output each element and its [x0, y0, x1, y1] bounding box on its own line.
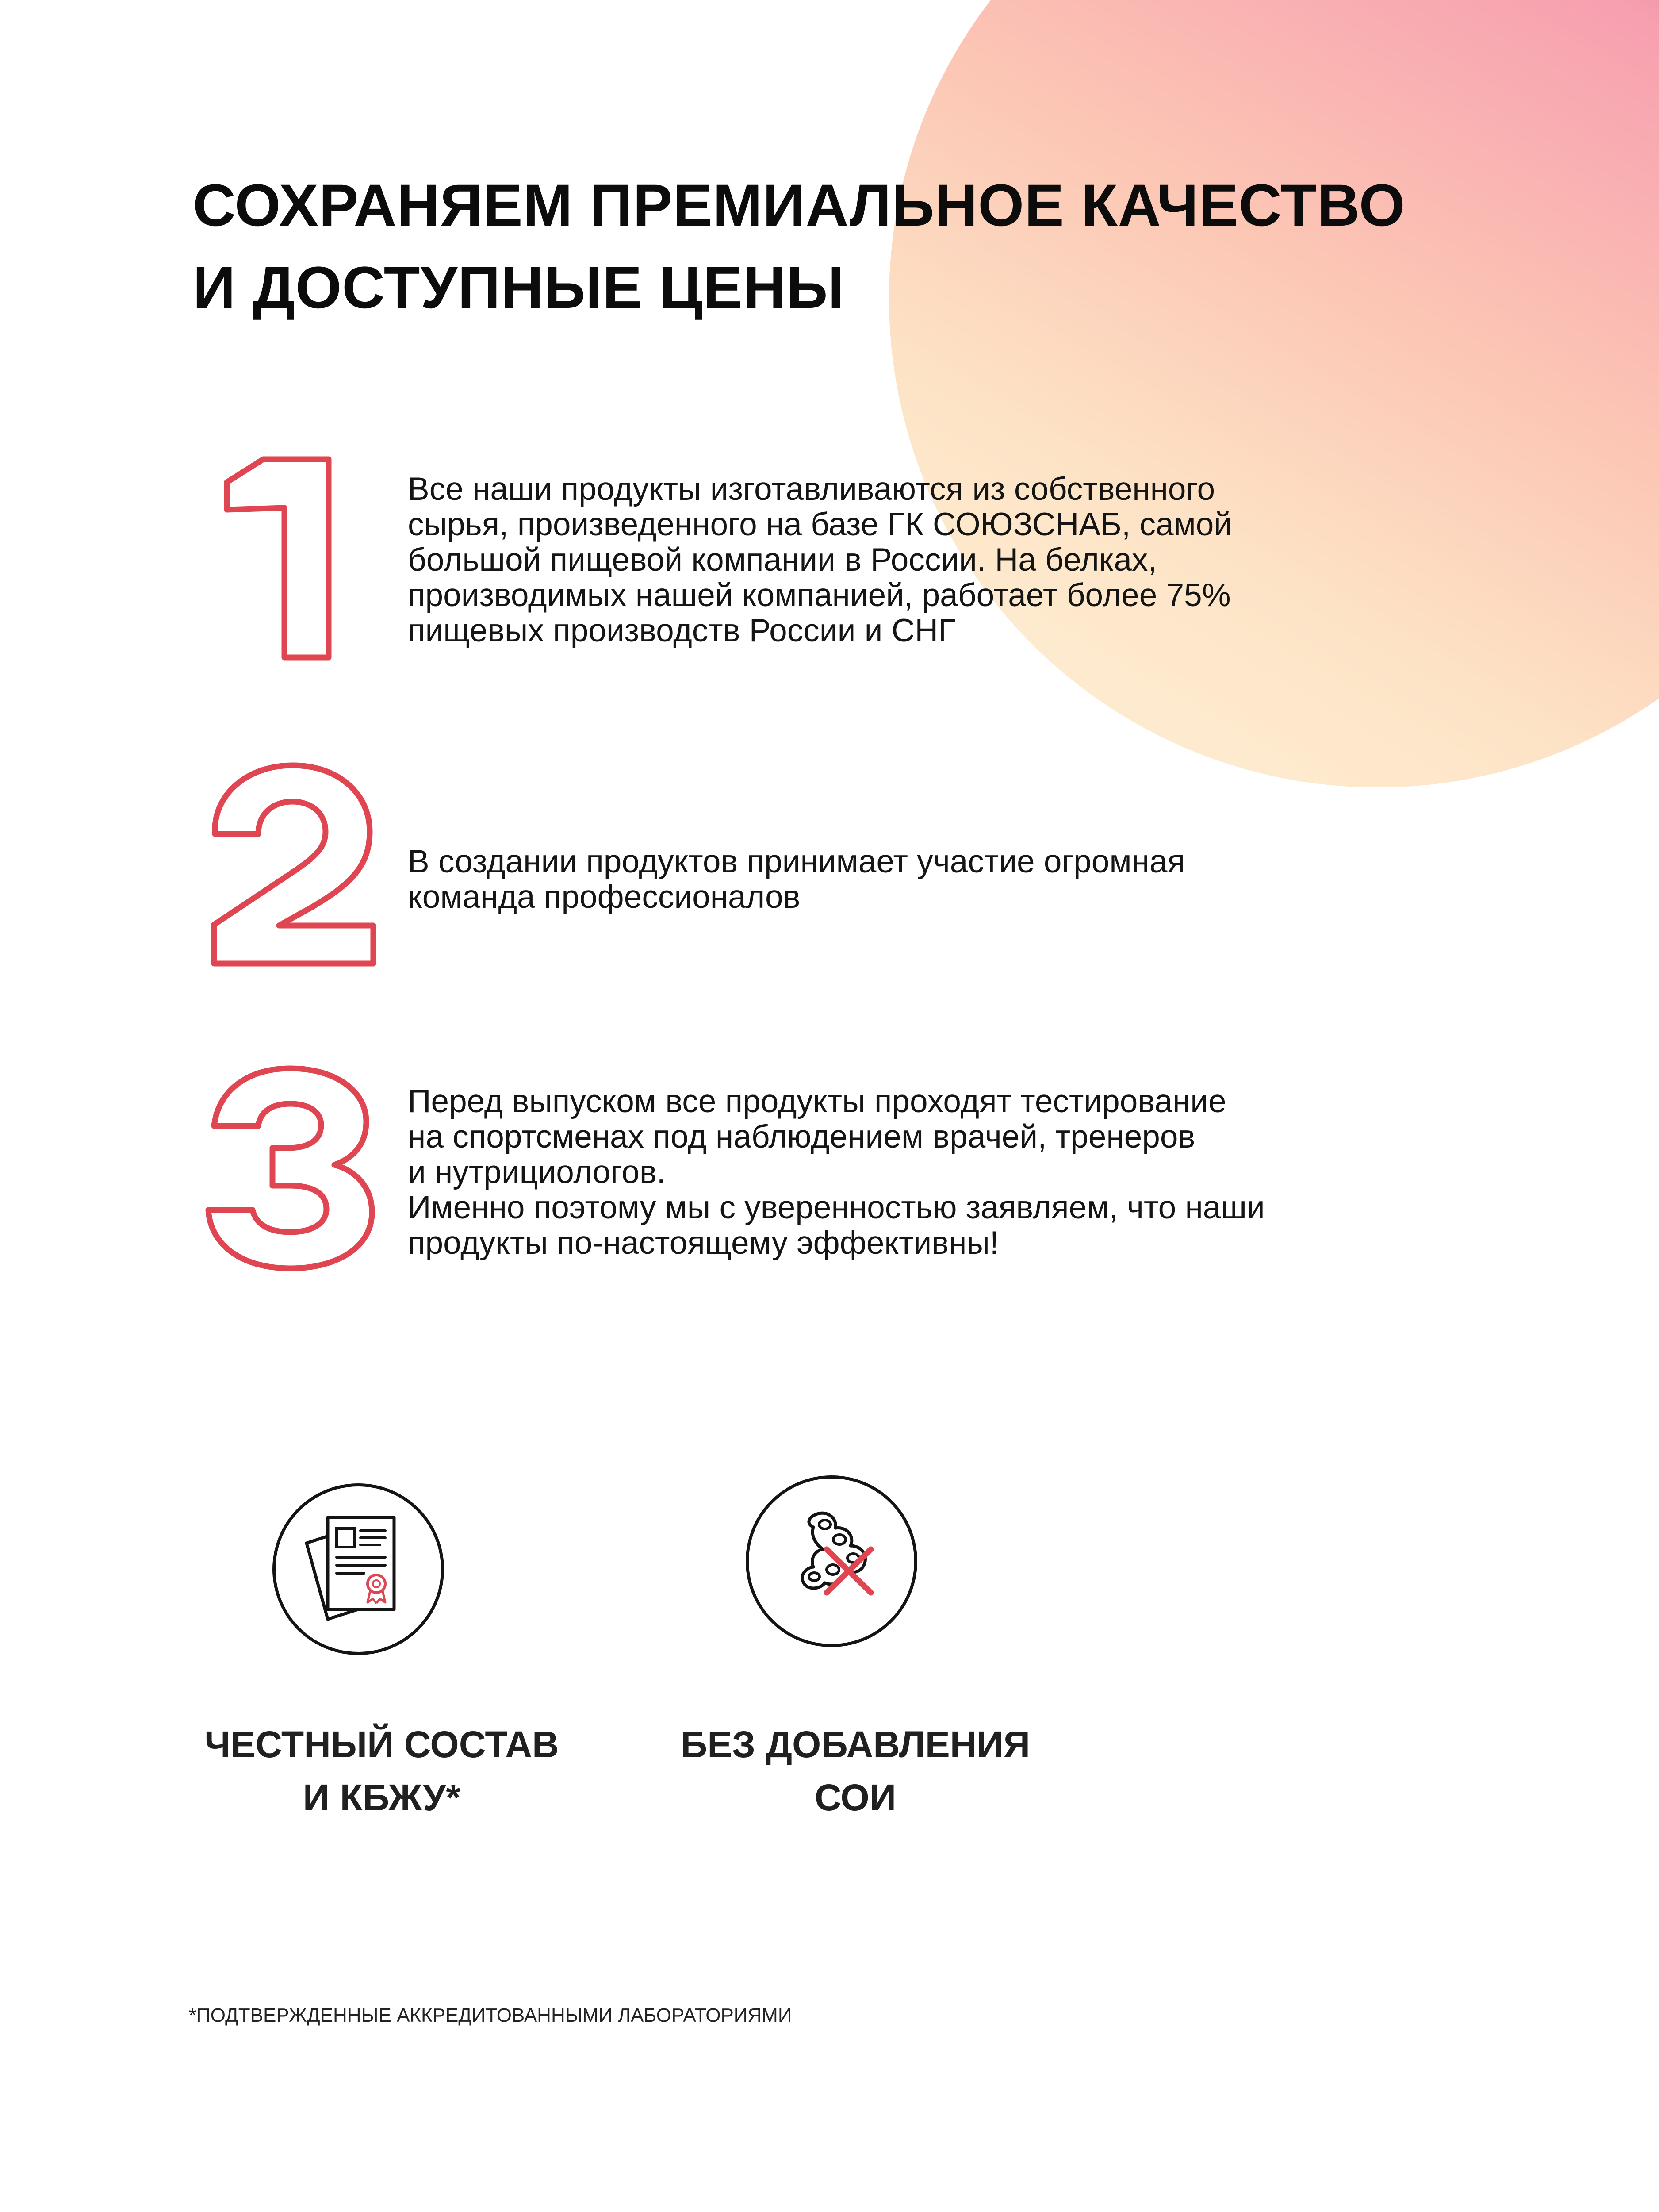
page-title — [193, 165, 1564, 329]
item-1-text — [408, 472, 1558, 649]
item-3-line-1: Перед выпуском все продукты проходят тестирование — [408, 1083, 1226, 1119]
feature-1-line-1: ЧЕСТНЫЙ СОСТАВ — [204, 1724, 559, 1765]
item-1-line-4: производимых нашей компанией, работает более 75% — [408, 577, 1231, 613]
certificate-icon — [276, 1486, 441, 1652]
feature-1-line-2: И КБЖУ* — [303, 1777, 461, 1818]
item-3-text — [408, 1084, 1558, 1261]
item-2-line-2: команда профессионалов — [408, 879, 801, 915]
item-3-line-3: и нутрициологов. — [408, 1154, 666, 1190]
item-1-line-2: сырья, произведенного на базе ГК СОЮЗСНАБ, самой — [408, 507, 1232, 542]
item-2-text — [408, 844, 1558, 915]
feature-certificate-badge — [272, 1483, 444, 1655]
numeral-one — [219, 456, 338, 661]
feature-2-line-2: СОИ — [814, 1777, 897, 1818]
item-2-line-1: В создании продуктов принимает участие огромная — [408, 844, 1185, 879]
page-title-line-1: СОХРАНЯЕМ ПРЕМИАЛЬНОЕ КАЧЕСТВО — [193, 173, 1406, 238]
feature-no-soy-badge — [746, 1475, 917, 1647]
item-3-line-5: продукты по-настоящему эффективны! — [408, 1225, 999, 1261]
no-soy-icon — [749, 1479, 914, 1644]
numeral-two — [202, 761, 379, 969]
footnote: *ПОДТВЕРЖДЕННЫЕ АККРЕДИТОВАННЫМИ ЛАБОРАТОРИЯМИ — [189, 2005, 792, 2026]
item-1-line-5: пищевых производств России и СНГ — [408, 613, 956, 649]
decorative-gradient-circle — [889, 0, 1659, 787]
item-1-line-3: большой пищевой компании в России. На белках, — [408, 542, 1157, 578]
item-3-line-4: Именно поэтому мы с уверенностью заявляем, что наши — [408, 1190, 1265, 1225]
feature-2-line-1: БЕЗ ДОБАВЛЕНИЯ — [680, 1724, 1031, 1765]
page-title-line-2: И ДОСТУПНЫЕ ЦЕНЫ — [193, 255, 845, 321]
feature-no-soy-label — [634, 1718, 1077, 1824]
numeral-three — [202, 1064, 379, 1272]
item-3-line-2: на спортсменах под наблюдением врачей, тренеров — [408, 1119, 1195, 1155]
feature-honest-composition-label — [161, 1718, 603, 1824]
item-1-line-1: Все наши продукты изготавливаются из собственного — [408, 471, 1215, 507]
